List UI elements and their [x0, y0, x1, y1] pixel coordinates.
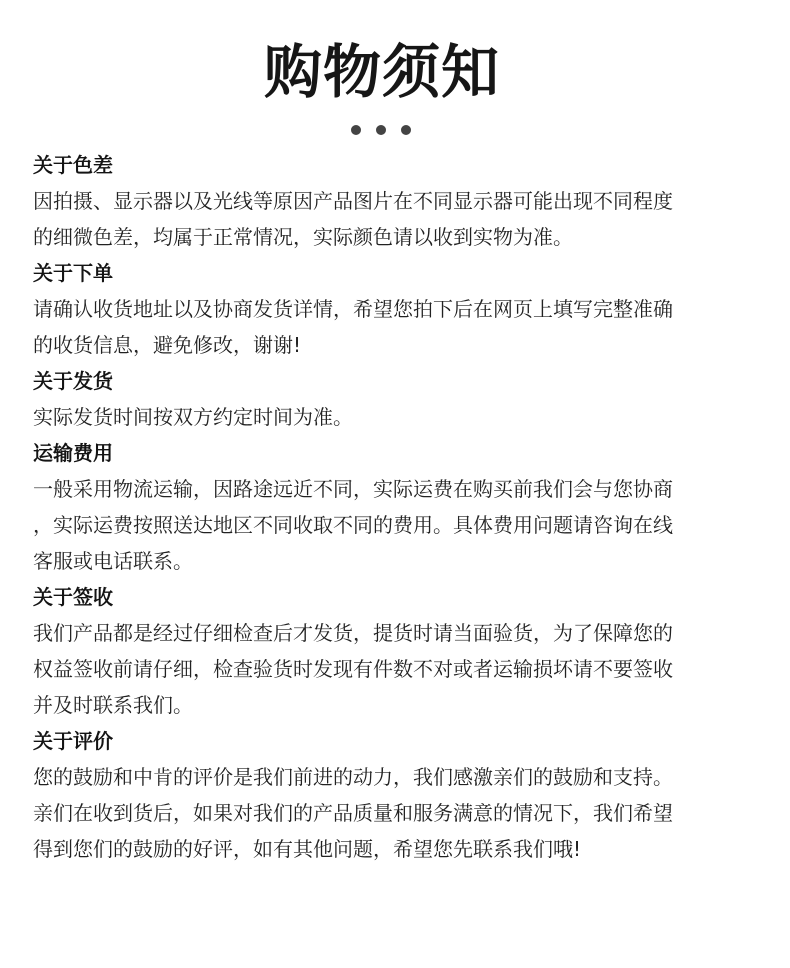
body-line: 得到您们的鼓励的好评，如有其他问题，希望您先联系我们哦! [33, 837, 582, 861]
decorative-dots [351, 124, 411, 136]
section-body [33, 183, 763, 255]
dot-icon [376, 125, 386, 135]
body-line: 一般采用物流运输，因路途远近不同，实际运费在购买前我们会与您协商 [33, 477, 673, 501]
section-heading: 关于签收 [33, 585, 113, 609]
notice-content [33, 147, 763, 867]
section-reviews [33, 723, 763, 867]
page-title: 购物须知 [263, 38, 500, 106]
section-heading: 运输费用 [33, 441, 113, 465]
section-body [33, 759, 763, 867]
body-line: 客服或电话联系。 [33, 549, 193, 573]
body-line: 权益签收前请仔细，检查验货时发现有件数不对或者运输损坏请不要签收 [33, 657, 673, 681]
body-line: 并及时联系我们。 [33, 693, 193, 717]
body-line: 亲们在收到货后，如果对我们的产品质量和服务满意的情况下，我们希望 [33, 801, 673, 825]
body-line: ，实际运费按照送达地区不同收取不同的费用。具体费用问题请咨询在线 [33, 513, 673, 537]
dot-icon [351, 125, 361, 135]
section-freight-cost [33, 435, 763, 579]
section-heading: 关于发货 [33, 369, 113, 393]
body-line: 因拍摄、显示器以及光线等原因产品图片在不同显示器可能出现不同程度 [33, 189, 673, 213]
body-line: 我们产品都是经过仔细检查后才发货，提货时请当面验货，为了保障您的 [33, 621, 673, 645]
section-body [33, 399, 763, 435]
section-body [33, 471, 763, 579]
body-line: 请确认收货地址以及协商发货详情，希望您拍下后在网页上填写完整准确 [33, 297, 673, 321]
dot-icon [401, 125, 411, 135]
section-color-difference [33, 147, 763, 255]
section-ordering [33, 255, 763, 363]
section-heading: 关于色差 [33, 153, 113, 177]
body-line: 实际发货时间按双方约定时间为准。 [33, 405, 353, 429]
body-line: 的细微色差，均属于正常情况，实际颜色请以收到实物为准。 [33, 225, 573, 249]
section-body [33, 291, 763, 363]
body-line: 的收货信息，避免修改，谢谢! [33, 333, 302, 357]
section-heading: 关于评价 [33, 729, 113, 753]
section-shipping [33, 363, 763, 435]
body-line: 您的鼓励和中肯的评价是我们前进的动力，我们感激亲们的鼓励和支持。 [33, 765, 673, 789]
section-heading: 关于下单 [33, 261, 113, 285]
section-receipt [33, 579, 763, 723]
section-body [33, 615, 763, 723]
